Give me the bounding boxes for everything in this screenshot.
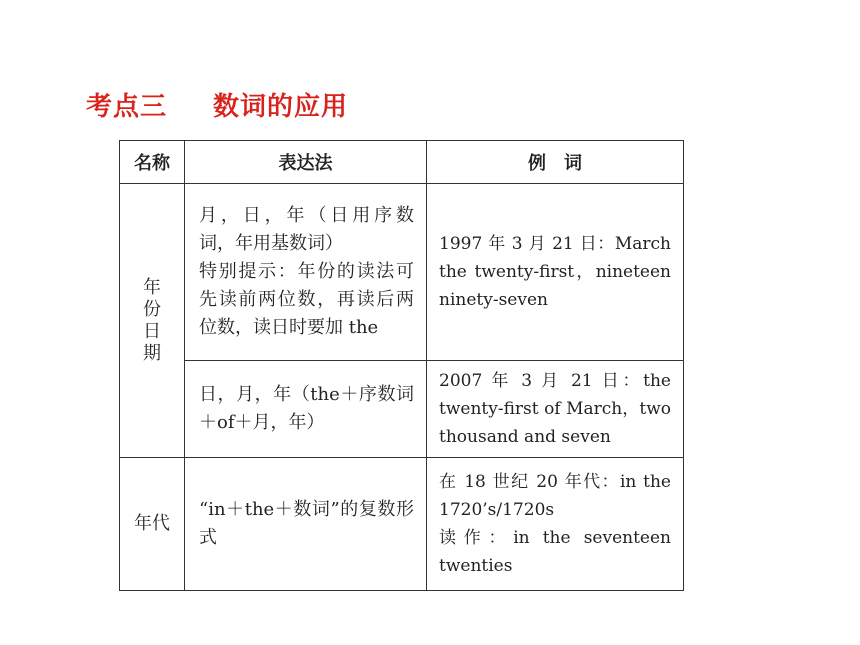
section-number: 考点三: [86, 92, 168, 122]
table-row: [120, 184, 684, 361]
table-header-row: [120, 141, 684, 184]
table-row: [120, 361, 684, 458]
row-example: 在 18 世纪 20 年代：in the 1720’s/1720s 读作：in the seventeen twenties: [427, 458, 684, 591]
table-row: [120, 458, 684, 591]
row-expression: 日，月，年（the＋序数词＋of＋月，年）: [185, 361, 427, 458]
header-expression: 表达法: [185, 141, 427, 184]
row-expression: 月，日，年（日用序数词，年用基数词） 特别提示：年份的读法可先读前两位数，再读后两位数，读日时要加 the: [185, 184, 427, 361]
row-name-decade: 年代: [120, 458, 185, 591]
row-name-date: 年份日期: [120, 184, 185, 458]
section-title: [86, 86, 348, 123]
section-topic: 数词的应用: [213, 92, 349, 122]
numeral-usage-table: [119, 140, 684, 591]
header-example: 例 词: [427, 141, 684, 184]
header-name: 名称: [120, 141, 185, 184]
row-example: 2007 年 3 月 21 日：the twenty-first of March，two thousand and seven: [427, 361, 684, 458]
row-expression: “in＋the＋数词”的复数形式: [185, 458, 427, 591]
row-example: 1997 年 3 月 21 日：March the twenty-first，nineteen ninety-seven: [427, 184, 684, 361]
